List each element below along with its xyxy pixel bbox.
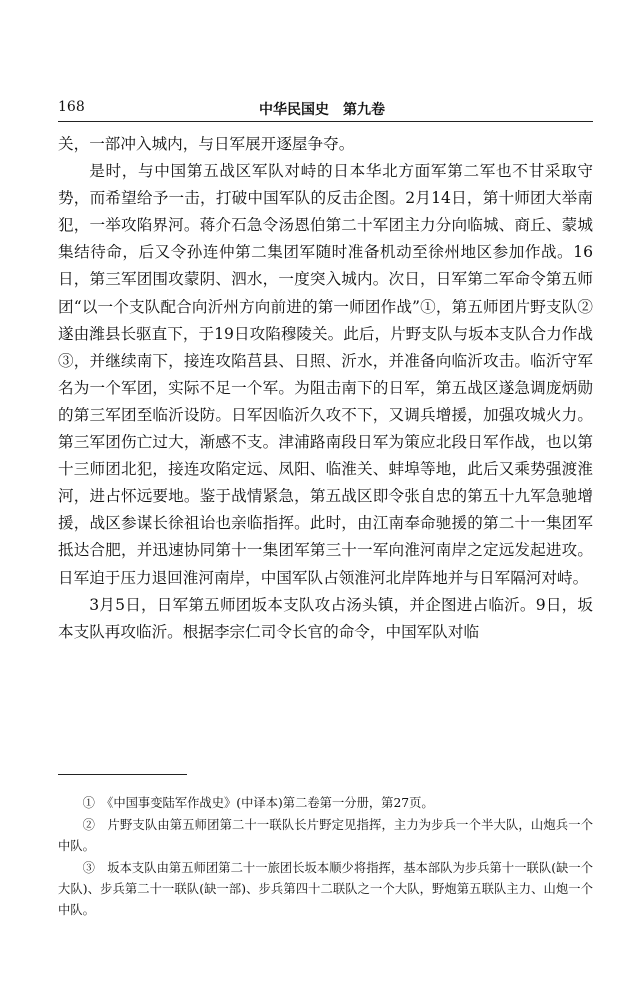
body-text [58,131,593,646]
paragraph: 关，一部冲入城内，与日军展开逐屋争夺。 [58,135,355,153]
footnote: ③ 坂本支队由第五师团第二十一旅团长坂本顺少将指挥，基本部队为步兵第十一联队(缺一个大队)、步兵第二十一联队(缺一部)、步兵第四十二联队之一个大队，野炮第五联队主力、山炮一个中队。 [58,861,593,917]
page-number: 168 [58,99,85,115]
running-header: 中华民国史 第九卷 [259,102,385,118]
footnote: ① 《中国事变陆军作战史》(中译本)第二卷第一分册，第27页。 [82,796,434,810]
paragraph: 是时，与中国第五战区军队对峙的日本华北方面军第二军也不甘采取守势，而希望给予一击，打破中国军队的反击企图。2月14日，第十师团大举南犯，一举攻陷界河。蒋介石急令汤恩伯第二十军团主力分向临城、商丘、蒙城集结待命，后又令孙连仲第二集团军随时准备机动至徐州地区参加作战。16日，第三军团围攻蒙阴、泗水，一度突入城内。次日，日军第二军命令第五师团“以一个支队配合向沂州方向前进的第一师团作战”①，第五师团片野支队②遂由潍县长驱直下，于19日攻陷穆陵关。此后，片野支队与坂本支队合力作战③，并继续南下，接连攻陷莒县、日照、沂水，并准备向临沂攻击。临沂守军名为一个军团，实际不足一个军。为阻击南下的日军，第五战区遂急调庞炳勋的第三军团至临沂设防。日军因临沂久攻不下，又调兵增援，加强攻城火力。第三军团伤亡过大，渐感不支。津浦路南段日军为策应北段日军作战，也以第十三师团北犯，接连攻陷定远、凤阳、临淮关、蚌埠等地，此后又乘势强渡淮河，进占怀远要地。鉴于战情紧急，第五战区即令张自忠的第五十九军急驰增援，战区参谋长徐祖诒也亲临指挥。此时，由江南奉命驰援的第二十一集团军抵达合肥，并迅速协同第十一集团军第三十一军向淮河南岸之定远发起进攻。日军迫于压力退回淮河南岸，中国军队占领淮河北岸阵地并与日军隔河对峙。 [58,162,593,587]
footnotes [58,793,593,922]
footnote-rule [58,774,187,775]
footnote: ② 片野支队由第五师团第二十一联队长片野定见指挥，主力为步兵一个半大队，山炮兵一个中队。 [58,818,593,853]
header-rule [58,121,593,122]
paragraph: 3月5日，日军第五师团坂本支队攻占汤头镇，并企图进占临沂。9日，坂本支队再攻临沂。根据李宗仁司令长官的命令，中国军队对临 [58,595,593,641]
